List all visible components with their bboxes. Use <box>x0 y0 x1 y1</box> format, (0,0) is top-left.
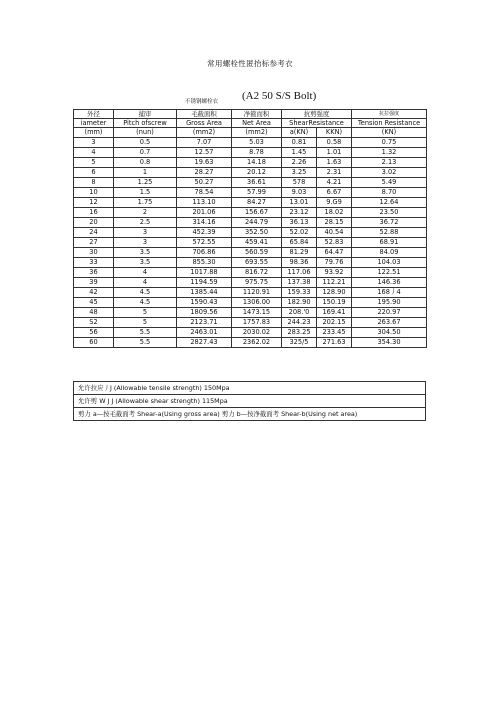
cell-shear-a: 3.25 <box>282 167 317 177</box>
cell-pitch: 5.5 <box>114 327 177 337</box>
cell-tension: 146.36 <box>352 277 427 287</box>
cell-shear-a: 23.12 <box>282 207 317 217</box>
cell-gross-area: 452.39 <box>177 227 232 237</box>
cell-tension: 52.88 <box>352 227 427 237</box>
cell-tension: 68.91 <box>352 237 427 247</box>
table-row <box>74 237 427 247</box>
cell-shear-a: 0.81 <box>282 137 317 147</box>
table-row <box>74 217 427 227</box>
cell-tension: 122.51 <box>352 267 427 277</box>
cell-shear-a: 117.06 <box>282 267 317 277</box>
table-row <box>74 147 427 157</box>
cell-shear-b: 2.31 <box>317 167 352 177</box>
cell-gross-area: 314.16 <box>177 217 232 227</box>
cell-pitch: 3.5 <box>114 247 177 257</box>
cell-pitch: 3 <box>114 227 177 237</box>
cell-diameter: 48 <box>74 307 114 317</box>
cell-gross-area: 12.57 <box>177 147 232 157</box>
cell-shear-a: 2.26 <box>282 157 317 167</box>
cell-tension: 220.97 <box>352 307 427 317</box>
note-shear-legend: 剪力 a—按毛截面考 Shear-a(Using gross area) 剪力 b—按净截面考 Shear-b(Using net area) <box>73 408 426 421</box>
cell-net-area: 560.59 <box>232 247 282 257</box>
cell-gross-area: 1017.88 <box>177 267 232 277</box>
cell-pitch: 1.5 <box>114 187 177 197</box>
page-title: 常用螺栓性匿抬标参考衣 <box>207 59 293 68</box>
cell-gross-area: 113.10 <box>177 197 232 207</box>
cell-pitch: 4.5 <box>114 297 177 307</box>
cell-pitch: 1.25 <box>114 177 177 187</box>
unit-net-area: (mm2) <box>232 128 282 137</box>
cell-net-area: 1120.91 <box>232 287 282 297</box>
table-row <box>74 267 427 277</box>
cell-diameter: 33 <box>74 257 114 267</box>
cell-diameter: 24 <box>74 227 114 237</box>
cell-net-area: 1757.83 <box>232 317 282 327</box>
table-row <box>74 247 427 257</box>
cell-gross-area: 7.07 <box>177 137 232 147</box>
cell-pitch: 5 <box>114 307 177 317</box>
cell-shear-b: 271.63 <box>317 337 352 347</box>
cell-pitch: 5 <box>114 317 177 327</box>
cell-shear-b: 9.G9 <box>317 197 352 207</box>
table-row <box>74 177 427 187</box>
cell-pitch: 1 <box>114 167 177 177</box>
cell-diameter: S2 <box>74 317 114 327</box>
cell-shear-b: 202.15 <box>317 317 352 327</box>
cell-net-area: 244.79 <box>232 217 282 227</box>
cell-shear-a: 65.84 <box>282 237 317 247</box>
cell-shear-a: 244.23 <box>282 317 317 327</box>
cell-tension: 0.75 <box>352 137 427 147</box>
cell-shear-b: 1.01 <box>317 147 352 157</box>
cell-shear-b: 6.67 <box>317 187 352 197</box>
cell-diameter: 3 <box>74 137 114 147</box>
bolt-reference-table <box>73 109 427 348</box>
cell-tension: 304.50 <box>352 327 427 337</box>
header-gross-area-en: Gross Area <box>177 119 232 128</box>
cell-gross-area: 19.63 <box>177 157 232 167</box>
unit-pitch: (nun) <box>114 128 177 137</box>
cell-net-area: 459.41 <box>232 237 282 247</box>
cell-diameter: 16 <box>74 207 114 217</box>
cell-shear-a: 98.36 <box>282 257 317 267</box>
cell-shear-a: 325/5 <box>282 337 317 347</box>
cell-net-area: 2030.02 <box>232 327 282 337</box>
cell-shear-a: 81.29 <box>282 247 317 257</box>
cell-diameter: 20 <box>74 217 114 227</box>
cell-tension: 36.72 <box>352 217 427 227</box>
cell-net-area: 36.61 <box>232 177 282 187</box>
table-row <box>74 187 427 197</box>
header-tension-en: Tension Resistance <box>352 119 427 128</box>
table-row <box>74 337 427 347</box>
cell-diameter: 39 <box>74 277 114 287</box>
cell-gross-area: 1194.59 <box>177 277 232 287</box>
cell-shear-a: 283.25 <box>282 327 317 337</box>
cell-diameter: 12 <box>74 197 114 207</box>
cell-diameter: 60 <box>74 337 114 347</box>
cell-diameter: 42 <box>74 287 114 297</box>
cell-shear-a: 9.03 <box>282 187 317 197</box>
unit-shear-b: KKN) <box>317 128 352 137</box>
cell-tension: 3.02 <box>352 167 427 177</box>
cell-net-area: 156.67 <box>232 207 282 217</box>
header-shear-cn: 抗剪强度 <box>282 110 352 119</box>
header-row-en <box>74 119 427 128</box>
cell-net-area: 816.72 <box>232 267 282 277</box>
cell-shear-a: 137.38 <box>282 277 317 287</box>
cell-pitch: 2.5 <box>114 217 177 227</box>
cell-pitch: 4 <box>114 267 177 277</box>
cell-tension: 84.09 <box>352 247 427 257</box>
table-row <box>74 327 427 337</box>
header-pitch-en: Pitch ofscrew <box>114 119 177 128</box>
cell-gross-area: 855.30 <box>177 257 232 267</box>
header-diameter-en: iameter <box>74 119 114 128</box>
cell-shear-b: 52.83 <box>317 237 352 247</box>
table-row <box>74 197 427 207</box>
cell-pitch: 3.5 <box>114 257 177 267</box>
header-row-cn <box>74 110 427 119</box>
cell-gross-area: 1385.44 <box>177 287 232 297</box>
cell-net-area: 975.75 <box>232 277 282 287</box>
unit-gross-area: (mm2) <box>177 128 232 137</box>
table-row <box>74 277 427 287</box>
cell-diameter: 6 <box>74 167 114 177</box>
cell-tension: 23.50 <box>352 207 427 217</box>
cell-tension: 1.32 <box>352 147 427 157</box>
cell-diameter: 10 <box>74 187 114 197</box>
cell-gross-area: 2827.43 <box>177 337 232 347</box>
cell-gross-area: 706.86 <box>177 247 232 257</box>
table-row <box>74 297 427 307</box>
cell-pitch: 4.5 <box>114 287 177 297</box>
cell-tension: 8.70 <box>352 187 427 197</box>
cell-shear-b: 1.63 <box>317 157 352 167</box>
unit-shear-a: a(KN) <box>282 128 317 137</box>
table-row <box>74 287 427 297</box>
table-row <box>74 257 427 267</box>
cell-diameter: 27 <box>74 237 114 247</box>
cell-shear-b: 150.19 <box>317 297 352 307</box>
table-subtitle-en: (A2 50 S/S Bolt) <box>242 90 317 102</box>
cell-pitch: 4 <box>114 277 177 287</box>
cell-net-area: 693.55 <box>232 257 282 267</box>
cell-shear-b: 28.15 <box>317 217 352 227</box>
header-shear-en: ShearResistance <box>282 119 352 128</box>
cell-shear-b: 233.45 <box>317 327 352 337</box>
cell-net-area: 5.03 <box>232 137 282 147</box>
cell-tension: 195.90 <box>352 297 427 307</box>
cell-gross-area: 572.55 <box>177 237 232 247</box>
cell-diameter: 8 <box>74 177 114 187</box>
cell-gross-area: 28.27 <box>177 167 232 177</box>
cell-net-area: 352.50 <box>232 227 282 237</box>
cell-shear-a: 36.13 <box>282 217 317 227</box>
unit-tension: (KN) <box>352 128 427 137</box>
cell-diameter: 56 <box>74 327 114 337</box>
cell-diameter: 45 <box>74 297 114 307</box>
cell-shear-b: 4.21 <box>317 177 352 187</box>
cell-net-area: 1306.00 <box>232 297 282 307</box>
cell-shear-b: 64.47 <box>317 247 352 257</box>
cell-shear-b: 169.41 <box>317 307 352 317</box>
table-row <box>74 137 427 147</box>
cell-gross-area: 1590.43 <box>177 297 232 307</box>
cell-diameter: 4 <box>74 147 114 157</box>
cell-shear-a: 52.02 <box>282 227 317 237</box>
cell-gross-area: 2123.71 <box>177 317 232 327</box>
cell-net-area: 14.18 <box>232 157 282 167</box>
header-gross-area-cn: 毛截面积 <box>177 110 232 119</box>
cell-diameter: 5 <box>74 157 114 167</box>
cell-gross-area: 2463.01 <box>177 327 232 337</box>
cell-diameter: 30 <box>74 247 114 257</box>
cell-net-area: 8.78 <box>232 147 282 157</box>
cell-gross-area: 78.54 <box>177 187 232 197</box>
cell-pitch: 0.5 <box>114 137 177 147</box>
table-row <box>74 317 427 327</box>
unit-diameter: (mm) <box>74 128 114 137</box>
cell-pitch: 5.5 <box>114 337 177 347</box>
table-subtitle-cn: 不锈钢螺栓衣 <box>185 99 219 105</box>
cell-pitch: 0.8 <box>114 157 177 167</box>
cell-shear-a: 1.45 <box>282 147 317 157</box>
cell-shear-b: 93.92 <box>317 267 352 277</box>
cell-tension: 354.30 <box>352 337 427 347</box>
cell-net-area: 1473.15 <box>232 307 282 317</box>
cell-shear-a: 182.90 <box>282 297 317 307</box>
table-row <box>74 307 427 317</box>
cell-pitch: 2 <box>114 207 177 217</box>
cell-gross-area: 201.06 <box>177 207 232 217</box>
note-shear-strength: 允许剪 W J J (Allowable shear strength) 115Mpa <box>73 395 426 408</box>
cell-shear-b: 79.76 <box>317 257 352 267</box>
cell-net-area: 2362.02 <box>232 337 282 347</box>
header-pitch-cn: 捕审 <box>114 110 177 119</box>
cell-shear-a: 578 <box>282 177 317 187</box>
cell-shear-b: 112.21 <box>317 277 352 287</box>
table-row <box>74 227 427 237</box>
cell-gross-area: 1809.56 <box>177 307 232 317</box>
cell-shear-b: 0.58 <box>317 137 352 147</box>
cell-gross-area: 50.27 <box>177 177 232 187</box>
header-row-units <box>74 128 427 137</box>
table-row <box>74 167 427 177</box>
cell-pitch: 3 <box>114 237 177 247</box>
cell-shear-b: 40.54 <box>317 227 352 237</box>
cell-tension: 2.13 <box>352 157 427 167</box>
header-diameter-cn: 外径 <box>74 110 114 119</box>
table-row <box>74 207 427 217</box>
table-row <box>74 157 427 167</box>
note-tensile-strength: 允许拉应丿J (Allowable tensile strength) 150Mpa <box>73 381 426 395</box>
cell-tension: 104.03 <box>352 257 427 267</box>
cell-diameter: 36 <box>74 267 114 277</box>
cell-shear-b: 18.02 <box>317 207 352 217</box>
cell-shear-a: 208.'0 <box>282 307 317 317</box>
cell-tension: 5.49 <box>352 177 427 187</box>
header-net-area-en: Net Area <box>232 119 282 128</box>
cell-tension: 263.67 <box>352 317 427 327</box>
cell-pitch: 1.75 <box>114 197 177 207</box>
cell-tension: 168丿4 <box>352 287 427 297</box>
header-tension-cn: 抗拉强度 <box>352 110 427 119</box>
cell-net-area: 84.27 <box>232 197 282 207</box>
cell-shear-b: 128.90 <box>317 287 352 297</box>
notes-block <box>73 381 426 421</box>
cell-shear-a: 159.33 <box>282 287 317 297</box>
cell-shear-a: 13.01 <box>282 197 317 207</box>
cell-tension: 12.64 <box>352 197 427 207</box>
header-net-area-cn: 净箍而积 <box>232 110 282 119</box>
cell-net-area: 57.99 <box>232 187 282 197</box>
cell-net-area: 20.12 <box>232 167 282 177</box>
cell-pitch: 0.7 <box>114 147 177 157</box>
